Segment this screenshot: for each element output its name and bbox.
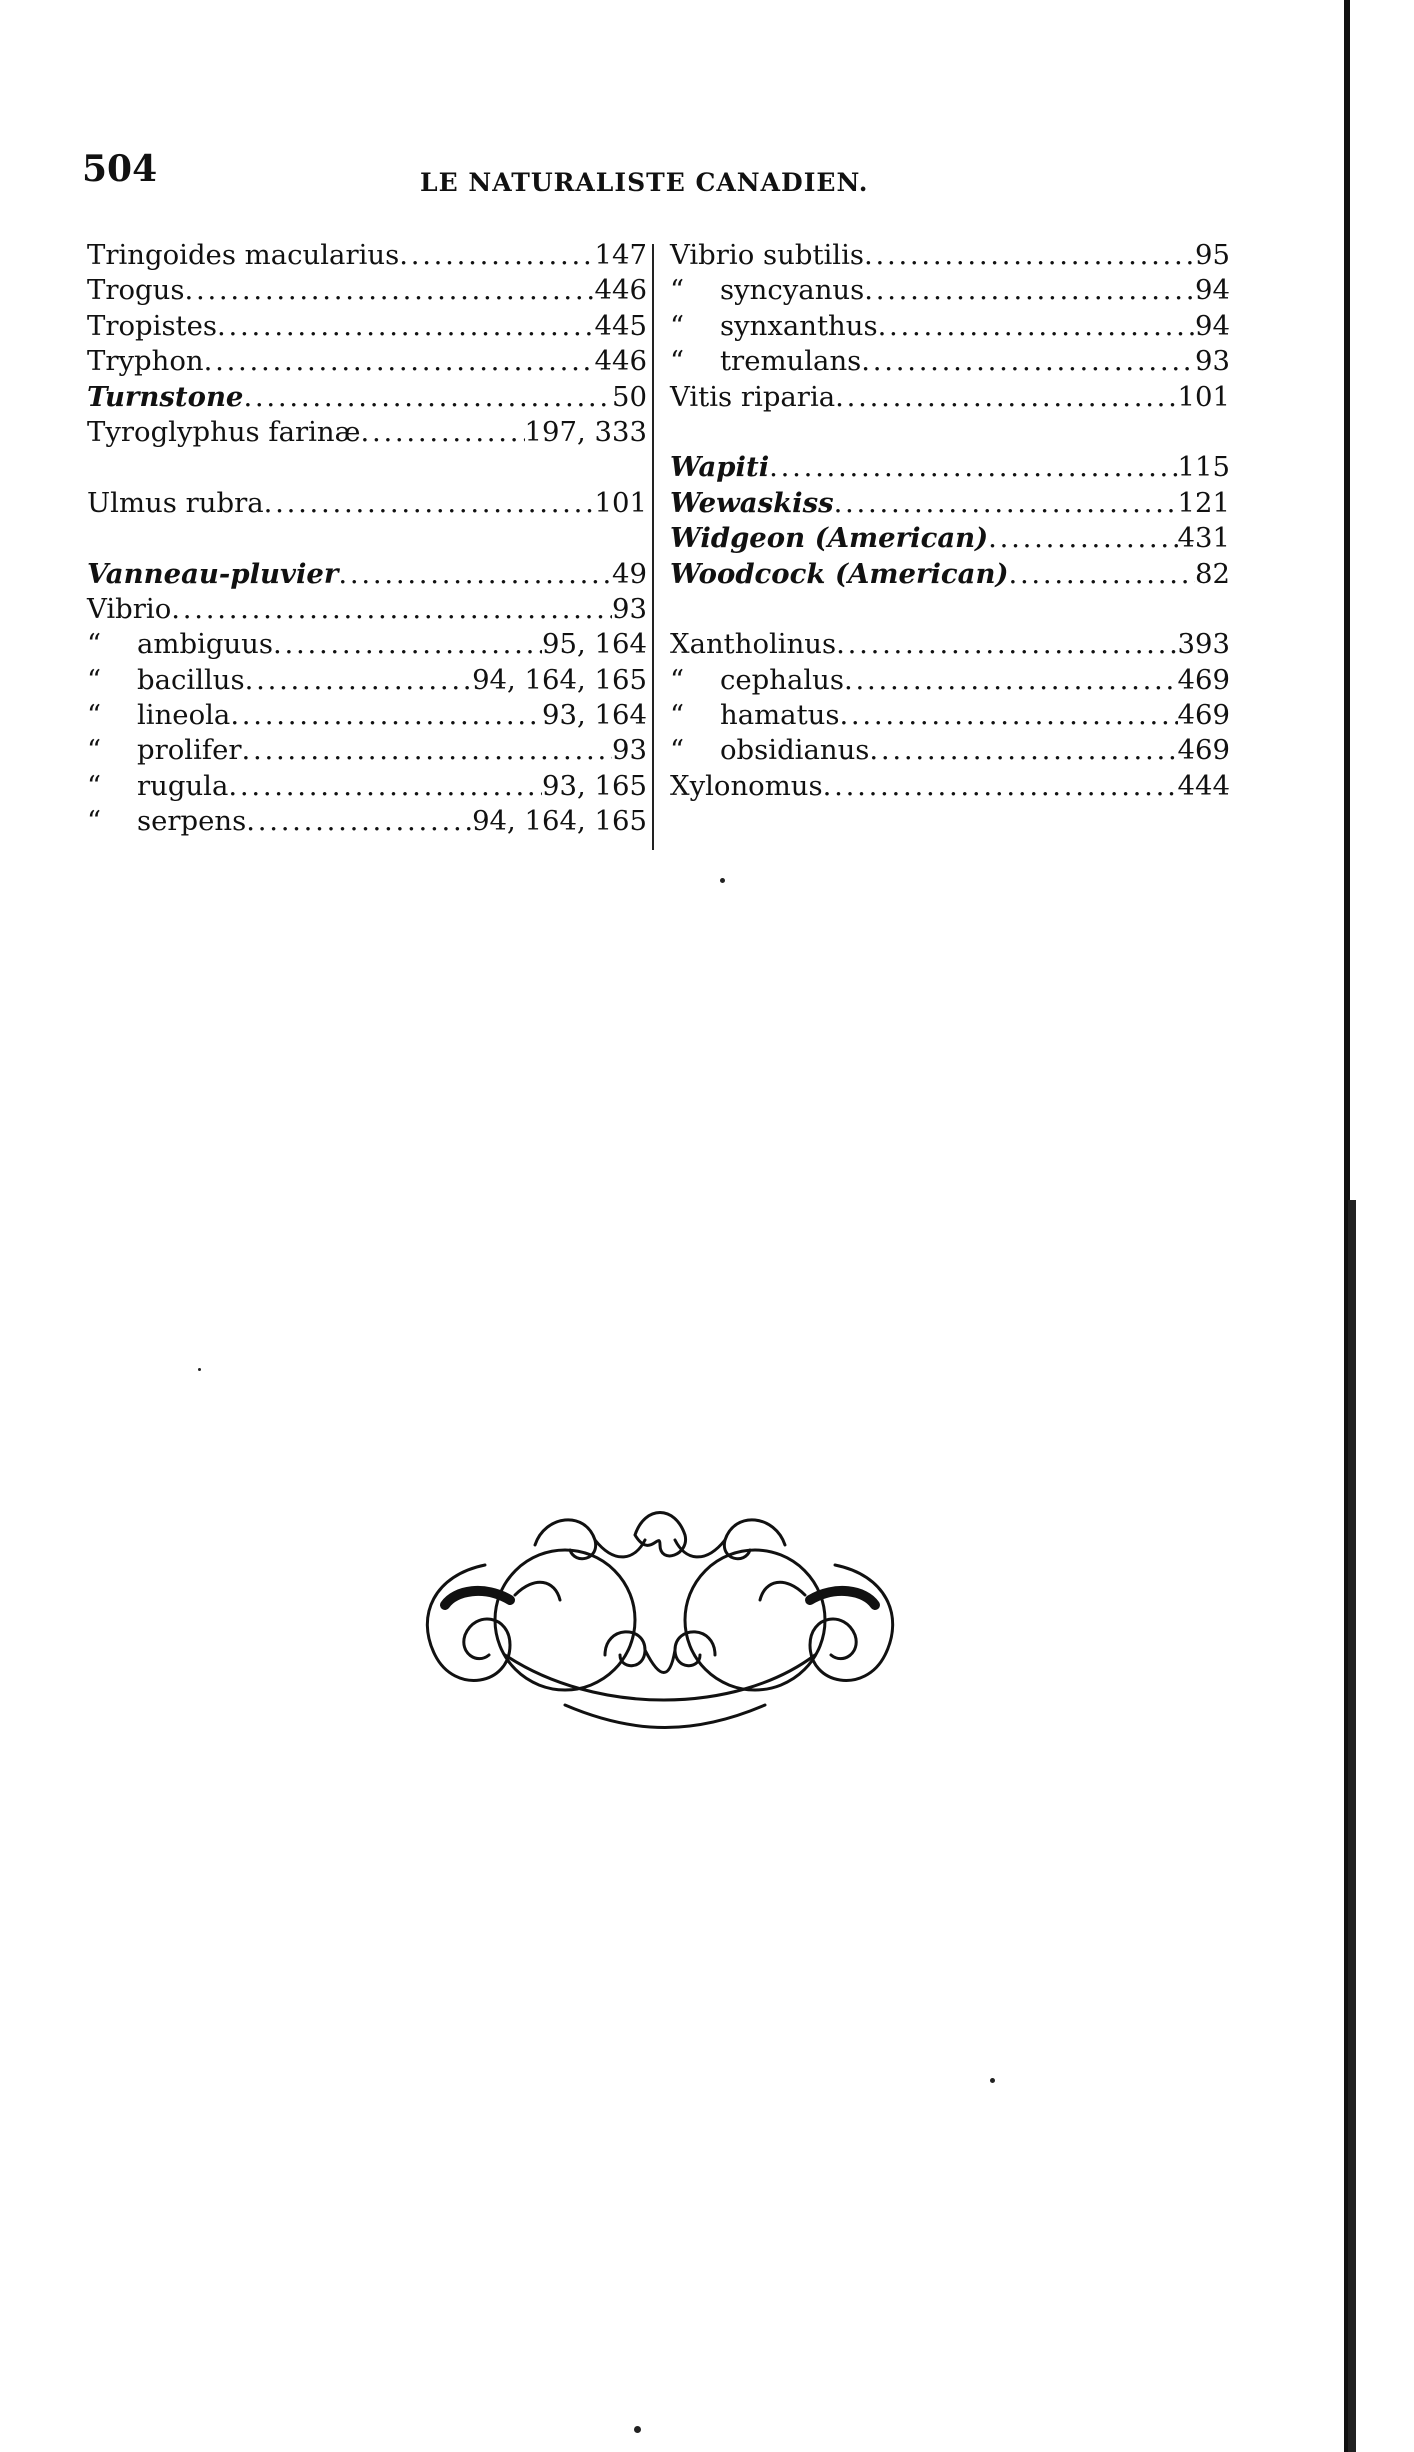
- entry-pages: 469: [1177, 699, 1230, 732]
- index-entry: [87, 733, 647, 768]
- entry-pages: 444: [1177, 769, 1230, 802]
- entry-pages: 93: [612, 734, 647, 767]
- ditto-mark: “: [670, 699, 685, 732]
- leader-dots: [360, 415, 524, 450]
- entry-pages: 94, 164, 165: [472, 663, 647, 696]
- entry-pages: 94: [1195, 274, 1230, 307]
- entry-term: [87, 557, 338, 592]
- leader-dots: [171, 592, 612, 627]
- entry-pages: 95: [1195, 239, 1230, 271]
- index-entry: [87, 273, 647, 308]
- entry-term-text: Tringoides macularius: [87, 239, 400, 271]
- entry-term: [87, 344, 204, 379]
- index-entry: [87, 486, 647, 521]
- entry-term: [87, 663, 245, 698]
- ink-speck: [634, 2426, 641, 2433]
- index-entry: [87, 238, 647, 273]
- entry-pages: 93: [612, 592, 647, 625]
- leader-dots: [869, 733, 1177, 768]
- entry-pages: 101: [1177, 380, 1230, 413]
- index-entry: [87, 557, 647, 592]
- entry-term: [670, 238, 864, 273]
- entry-term-text: syncyanus: [720, 274, 865, 307]
- leader-dots: [399, 238, 594, 273]
- ditto-mark: “: [87, 663, 102, 696]
- index-entry: [87, 627, 647, 662]
- leader-dots: [217, 309, 595, 344]
- entry-pages: 82: [1195, 557, 1230, 590]
- entry-term: [87, 698, 230, 733]
- entry-pages: 95, 164: [542, 628, 647, 661]
- index-entry: [87, 698, 647, 733]
- entry-term: [87, 309, 217, 344]
- index-entry: [670, 238, 1230, 273]
- entry-term-text: Vibrio: [87, 592, 172, 625]
- entry-pages: 93, 165: [542, 769, 647, 802]
- index-entry: [87, 769, 647, 804]
- entry-pages: 49: [612, 557, 647, 590]
- entry-term: [670, 380, 835, 415]
- entry-pages: 197, 333: [524, 415, 647, 448]
- leader-dots: [878, 309, 1195, 344]
- leader-dots: [264, 486, 595, 521]
- entry-term-text: prolifer: [137, 734, 242, 767]
- entry-term-text: Tropistes: [87, 309, 217, 342]
- leader-dots: [864, 273, 1195, 308]
- entry-term-text: Tryphon: [87, 345, 204, 378]
- ditto-mark: “: [670, 734, 685, 767]
- ditto-mark: “: [87, 769, 102, 802]
- entry-term: [87, 592, 171, 627]
- index-entry: [87, 380, 647, 415]
- index-entry: [670, 450, 1230, 485]
- entry-term: [87, 273, 184, 308]
- ditto-mark: “: [670, 663, 685, 696]
- entry-term: [670, 450, 769, 485]
- ditto-mark: “: [87, 699, 102, 732]
- entry-term-text: Ulmus rubra: [87, 486, 264, 519]
- leader-dots: [242, 733, 613, 768]
- entry-term: [670, 273, 864, 308]
- entry-term-text: synxanthus: [720, 309, 878, 342]
- ditto-mark: “: [87, 805, 102, 838]
- entry-pages: 94, 164, 165: [472, 805, 647, 838]
- leader-dots: [230, 698, 542, 733]
- index-entry: [87, 804, 647, 839]
- index-entry: [670, 663, 1230, 698]
- entry-pages: 121: [1177, 486, 1230, 519]
- leader-dots: [243, 380, 612, 415]
- ditto-mark: “: [87, 628, 102, 661]
- leader-dots: [839, 698, 1177, 733]
- entry-term-text: hamatus: [720, 699, 840, 732]
- ditto-mark: “: [670, 345, 685, 378]
- leader-dots: [1008, 557, 1195, 592]
- entry-pages: 115: [1177, 451, 1230, 484]
- index-entry: [670, 521, 1230, 556]
- entry-term: [670, 309, 878, 344]
- leader-dots: [834, 486, 1178, 521]
- leader-dots: [246, 804, 472, 839]
- entry-pages: 446: [594, 274, 647, 307]
- entry-term-text: Vitis riparia: [670, 380, 836, 413]
- index-entry: [87, 415, 647, 450]
- ditto-mark: “: [670, 274, 685, 307]
- entry-pages: 446: [594, 345, 647, 378]
- index-entry: [87, 344, 647, 379]
- index-entry: [670, 769, 1230, 804]
- index-entry: [670, 486, 1230, 521]
- entry-term-text: lineola: [137, 699, 231, 732]
- page-edge-shadow: [1348, 1200, 1356, 2452]
- entry-term-text: ambiguus: [137, 628, 274, 661]
- leader-dots: [228, 769, 542, 804]
- entry-term: [670, 486, 834, 521]
- entry-term-text: Vibrio subtilis: [670, 239, 864, 271]
- entry-pages: 393: [1177, 628, 1230, 661]
- index-entry: [670, 733, 1230, 768]
- entry-term: [670, 627, 836, 662]
- blank-line: [87, 521, 647, 556]
- entry-term-text: Tyroglyphus farinæ: [87, 415, 361, 448]
- entry-pages: 469: [1177, 734, 1230, 767]
- entry-pages: 94: [1195, 309, 1230, 342]
- entry-term: [87, 380, 243, 415]
- index-entry: [87, 309, 647, 344]
- column-divider: [652, 244, 654, 850]
- entry-term: [670, 698, 839, 733]
- blank-line: [670, 415, 1230, 450]
- leader-dots: [861, 344, 1195, 379]
- leader-dots: [835, 380, 1177, 415]
- scroll-ornament-icon: [415, 1505, 905, 1730]
- index-entry: [87, 663, 647, 698]
- blank-line: [87, 450, 647, 485]
- leader-dots: [769, 450, 1177, 485]
- index-entry: [670, 627, 1230, 662]
- entry-term: [87, 415, 360, 450]
- entry-pages: 93: [1195, 345, 1230, 378]
- index-entry: [670, 380, 1230, 415]
- leader-dots: [823, 769, 1178, 804]
- page-number: 504: [82, 148, 158, 190]
- entry-pages: 50: [612, 380, 647, 413]
- entry-term: [670, 344, 861, 379]
- index-entry: [670, 557, 1230, 592]
- leader-dots: [864, 238, 1195, 273]
- entry-term: [87, 804, 246, 839]
- entry-term: [87, 769, 228, 804]
- index-entry: [670, 698, 1230, 733]
- entry-pages: 93, 164: [542, 699, 647, 732]
- entry-term-text: Woodcock (American): [670, 557, 1009, 590]
- entry-pages: 445: [594, 309, 647, 342]
- entry-term: [670, 557, 1008, 592]
- entry-term: [670, 769, 823, 804]
- ink-speck: [990, 2078, 995, 2083]
- leader-dots: [836, 627, 1177, 662]
- leader-dots: [988, 521, 1177, 556]
- entry-term-text: obsidianus: [720, 734, 870, 767]
- index-entry: [670, 344, 1230, 379]
- entry-pages: 431: [1177, 522, 1230, 555]
- index-entry: [670, 273, 1230, 308]
- leader-dots: [245, 663, 472, 698]
- ditto-mark: “: [670, 309, 685, 342]
- entry-term-text: bacillus: [137, 663, 245, 696]
- entry-pages: 147: [594, 239, 647, 271]
- leader-dots: [338, 557, 612, 592]
- index-entry: [670, 309, 1230, 344]
- entry-term-text: serpens: [137, 805, 247, 838]
- ink-speck: [720, 878, 725, 883]
- running-head: LE NATURALISTE CANADIEN.: [420, 168, 869, 197]
- ditto-mark: “: [87, 734, 102, 767]
- entry-pages: 101: [594, 486, 647, 519]
- ink-speck: [198, 1368, 201, 1371]
- entry-term-text: Trogus: [87, 274, 185, 307]
- blank-line: [670, 592, 1230, 627]
- entry-term: [87, 238, 399, 273]
- entry-term: [670, 733, 869, 768]
- index-column-left: [87, 238, 647, 840]
- leader-dots: [844, 663, 1177, 698]
- entry-term: [87, 733, 242, 768]
- entry-term-text: Xylonomus: [670, 769, 823, 802]
- entry-term-text: rugula: [137, 769, 229, 802]
- index-entry: [87, 592, 647, 627]
- entry-term-text: Widgeon (American): [670, 522, 989, 555]
- entry-term-text: Vanneau-pluvier: [87, 557, 339, 590]
- entry-term-text: cephalus: [720, 663, 845, 696]
- entry-term: [87, 486, 264, 521]
- entry-term-text: Xantholinus: [670, 628, 837, 661]
- leader-dots: [273, 627, 542, 662]
- entry-term: [670, 663, 844, 698]
- leader-dots: [184, 273, 594, 308]
- entry-term: [670, 521, 988, 556]
- leader-dots: [204, 344, 595, 379]
- entry-pages: 469: [1177, 663, 1230, 696]
- entry-term: [87, 627, 273, 662]
- entry-term-text: Wapiti: [670, 451, 770, 484]
- entry-term-text: Wewaskiss: [670, 486, 834, 519]
- entry-term-text: Turnstone: [87, 380, 244, 413]
- entry-term-text: tremulans: [720, 345, 862, 378]
- index-column-right: [670, 238, 1230, 804]
